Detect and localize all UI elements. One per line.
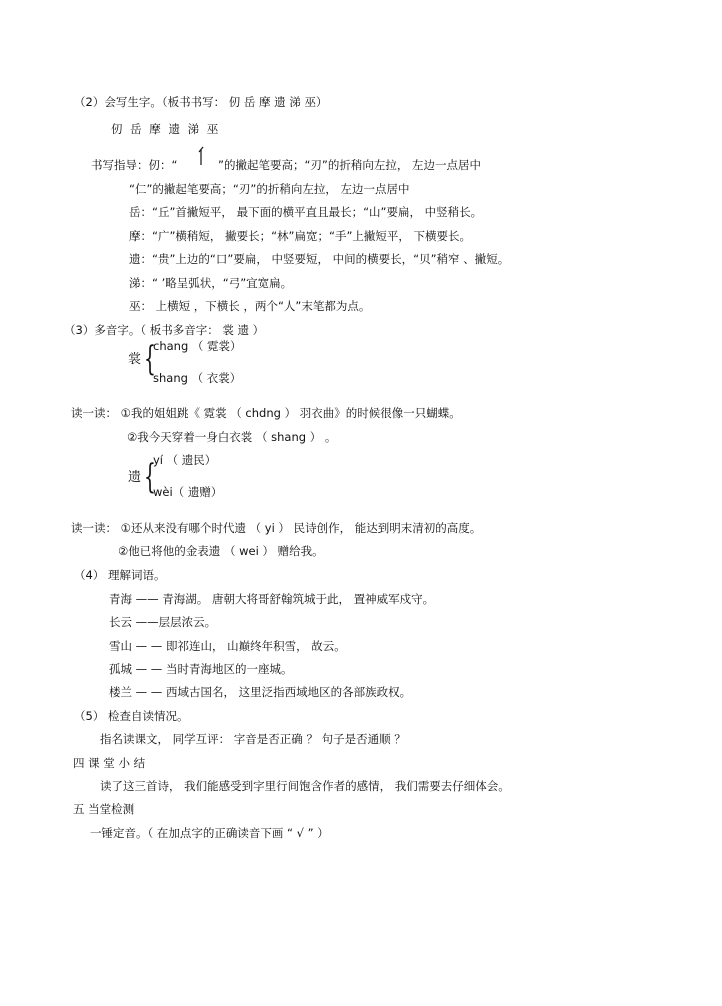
read-aloud-1-sentence-1: 读一读： ①我的姐姐跳《 霓裳 （ chdng ） 羽衣曲》的时候很像一只蝴蝶。 — [71, 406, 461, 420]
brace-icon: { — [144, 457, 156, 497]
read-aloud-1-sentence-2: ②我今天穿着一身白衣裳 （ shang ） 。 — [127, 430, 337, 444]
term-changyun: 长云 ——层层浓云。 — [109, 615, 217, 629]
writing-guide-line-6: 涕：“ ’略呈弧状，“弓”宜宽扁。 — [129, 276, 293, 290]
term-qinghai: 青海 —— 青海湖。 唐朝大将哥舒翰筑城于此， 置神威军戍守。 — [109, 592, 435, 606]
term-gucheng: 孤城 — — 当时青海地区的一座城。 — [109, 662, 293, 676]
writing-guide-line-1a: 书写指导：仞：“ — [91, 158, 178, 172]
polyphone-char-yi: 遗 — [128, 470, 142, 485]
writing-guide-line-1b: ”的撇起笔要高；“刃”的折稍向左拉， 左边一点居中 — [218, 158, 482, 172]
read-aloud-2-sentence-1: 读一读： ①还从来没有哪个时代遗 （ yi ） 民诗创作， 能达到明末清初的高度。 — [71, 521, 482, 535]
section-2-characters: 仞 岳 摩 遗 涕 巫 — [111, 122, 221, 136]
writing-guide-line-4: 摩：“广”横稍短， 撇要长；“林”扁宽；“手”上撇短平， 下横要长。 — [129, 229, 472, 243]
section-2-heading: （2）会写生字。（板书书写： 仞 岳 摩 遗 涕 巫） — [74, 95, 328, 109]
yi-reading-2: wèi（ 遗赠） — [153, 485, 223, 499]
writing-guide-line-5: 遗：“贵”上边的“口”要扁， 中竖要短， 中间的横要长，“贝”稍窄 、撇短。 — [129, 252, 510, 266]
writing-guide-line-3: 岳：“丘”首撇短平， 最下面的横平直且最长；“山”要扁， 中竖稍长。 — [129, 205, 483, 219]
part-4-heading: 四 课 堂 小 结 — [73, 756, 146, 770]
term-loulan: 楼兰 — — 西域古国名， 这里泛指西域地区的各部族政权。 — [109, 685, 412, 699]
read-aloud-2-sentence-2: ②他已将他的金表遗 （ wei ） 赠给我。 — [118, 544, 324, 558]
part-5-item-1: 一锤定音。（ 在加点字的正确读音下画 “ √ ” ） — [90, 826, 329, 840]
shang-reading-2: shang （ 衣裳） — [153, 371, 242, 385]
brace-icon: { — [144, 339, 156, 379]
stroke-mark-icon — [197, 146, 207, 166]
section-5-body: 指名读课文， 同学互评： 字音是否正确 ？ 句子是否通顺 ？ — [100, 732, 406, 746]
polyphone-char-shang: 裳 — [128, 352, 142, 367]
writing-guide-line-7: 巫： 上横短 ，下横长 ，两个“人”末笔都为点。 — [129, 299, 371, 313]
term-xueshan: 雪山 — — 即祁连山， 山巅终年积雪， 故云。 — [109, 639, 346, 653]
yi-reading-1: yí （ 遗民） — [153, 453, 217, 467]
part-5-heading: 五 当堂检测 — [73, 802, 135, 816]
shang-reading-1: chang （ 霓裳） — [153, 339, 242, 353]
section-3-heading: （3）多音字。（ 板书多音字： 裳 遗 ） — [64, 323, 265, 337]
section-5-heading: （5） 检查自读情况。 — [74, 709, 189, 723]
section-4-heading: （4） 理解词语。 — [74, 568, 166, 582]
writing-guide-line-2: “仁”的撇起笔要高；“刃”的折稍向左拉， 左边一点居中 — [129, 182, 410, 196]
part-4-body: 读了这三首诗， 我们能感受到字里行间饱含作者的感情， 我们需要去仔细体会。 — [100, 779, 510, 793]
